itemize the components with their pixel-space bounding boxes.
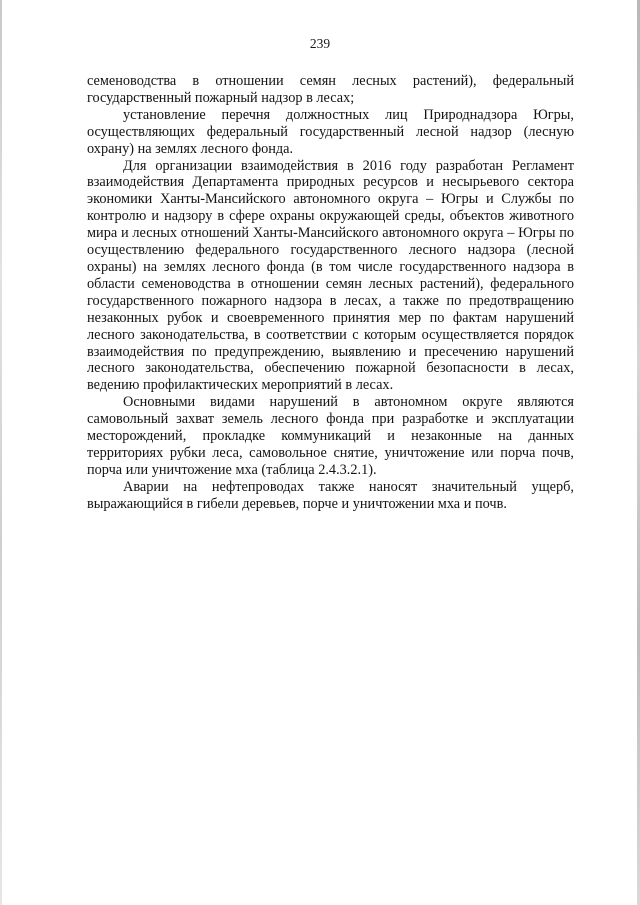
paragraph-interaction-regulation: Для организации взаимодействия в 2016 году разработан Регламент взаимодействия Департамента природных ресурсов и несырьевого сектора экономики Ханты-Мансийского автономного округа – Югры и Службы по контролю и надзору в сфере охраны окружающей среды, объектов животного мира и лесных отношений Ханты-Мансийского автономного округа – Югры по осуществлению федерального государственного лесного надзора (лесной охраны) на землях лесного фонда (в том числе государственного надзора в области семеноводства в отношении семян лесных растений), федерального государственного пожарного надзора в лесах, а также по предотвращению незаконных рубок и своевременного принятия мер по фактам нарушений лесного законодательства, в соответствии с которым осуществляется порядок взаимодействия по предупреждению, выявлению и пресечению нарушений лесного законодательства, обеспечению пожарной безопасности в лесах, ведению профилактических мероприятий в лесах. <box>87 157 574 394</box>
paragraph-violation-types: Основными видами нарушений в автономном округе являются самовольный захват земель лесного фонда при разработке и эксплуатации месторождений, прокладке коммуникаций и незаконные на данных территориях рубки леса, самовольное снятие, уничтожение или порча почв, порча или уничтожение мха (таблица 2.4.3.2.1). <box>87 394 574 478</box>
body-text <box>87 73 574 513</box>
page-number: 239 <box>309 36 331 51</box>
paragraph-inspectors-list: установление перечня должностных лиц Природнадзора Югры, осуществляющих федеральный государственный лесной надзор (лесную охрану) на землях лесного фонда. <box>87 106 574 157</box>
scan-edge-left <box>0 0 2 905</box>
paragraph-continuation: семеноводства в отношении семян лесных растений), федеральный государственный пожарный надзор в лесах; <box>87 73 574 106</box>
paragraph-pipeline-accidents: Аварии на нефтепроводах также наносят значительный ущерб, выражающийся в гибели деревьев, порче и уничтожении мха и почв. <box>87 478 574 512</box>
